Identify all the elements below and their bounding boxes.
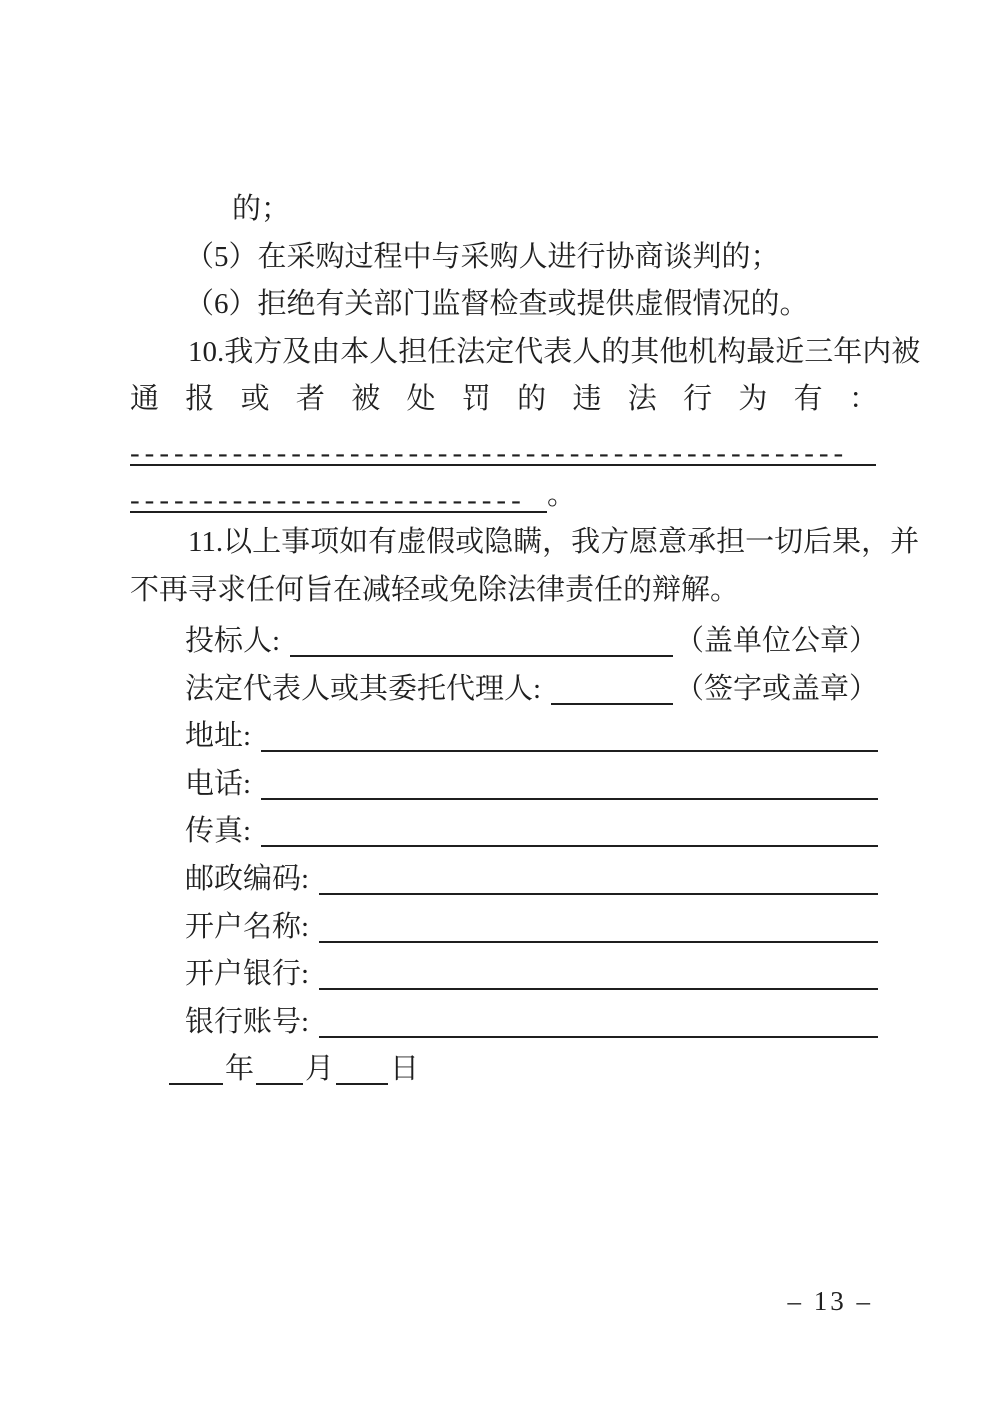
fax-row xyxy=(185,805,878,853)
document-body xyxy=(130,186,921,1090)
blank-fill-dashes-1: ------------------------------------------------- xyxy=(130,438,876,466)
bidder-row xyxy=(185,614,878,662)
postal-code-fill-line xyxy=(319,861,878,895)
date-row xyxy=(167,1043,878,1091)
bank-fill-line xyxy=(319,956,878,990)
address-label: 地址: xyxy=(185,720,252,753)
bank-account-fill-line xyxy=(319,1004,878,1038)
account-name-row xyxy=(185,900,878,948)
year-fill-line xyxy=(169,1051,223,1085)
address-row xyxy=(185,710,878,758)
legal-rep-label: 法定代表人或其委托代理人: xyxy=(185,672,542,705)
bank-label: 开户银行: xyxy=(185,958,310,991)
clause-5: （5）在采购过程中与采购人进行协商谈判的； xyxy=(185,240,780,273)
blank-fill-dashes-2: --------------------------- xyxy=(130,485,547,513)
phone-label: 电话: xyxy=(185,767,252,800)
legal-rep-fill-line xyxy=(551,671,673,705)
bidder-fill-line xyxy=(290,623,673,657)
postal-code-row xyxy=(185,852,878,900)
blank-fill-period: 。 xyxy=(547,478,577,511)
clause-6: （6）拒绝有关部门监督检查或提供虚假情况的。 xyxy=(185,288,809,321)
page-number: – 13 – xyxy=(787,1286,873,1316)
account-name-fill-line xyxy=(319,909,878,943)
address-fill-line xyxy=(261,718,878,752)
dangling-sentence-end: 的； xyxy=(232,193,291,225)
month-fill-line xyxy=(256,1051,303,1085)
legal-rep-sign-note: （签字或盖章） xyxy=(674,672,878,705)
bidder-label: 投标人: xyxy=(185,624,281,657)
blank-fill-line-1 xyxy=(130,424,878,472)
bank-account-label: 银行账号: xyxy=(185,1005,310,1038)
postal-code-label: 邮政编码: xyxy=(185,862,310,895)
fax-fill-line xyxy=(261,813,878,847)
phone-fill-line xyxy=(261,766,878,800)
clause-11-line-1: 11.以上事项如有虚假或隐瞒，我方愿意承担一切后果，并 xyxy=(188,526,920,559)
bank-account-row xyxy=(185,995,878,1043)
fax-label: 传真: xyxy=(185,815,252,848)
day-label: 日 xyxy=(390,1053,420,1086)
year-label: 年 xyxy=(225,1053,255,1086)
clause-10-line-1: 10.我方及由本人担任法定代表人的其他机构最近三年内被 xyxy=(188,335,921,368)
day-fill-line xyxy=(336,1051,388,1085)
legal-rep-row xyxy=(185,662,878,710)
month-label: 月 xyxy=(305,1053,335,1086)
bidder-seal-note: （盖单位公章） xyxy=(674,624,878,657)
bank-row xyxy=(185,948,878,996)
account-name-label: 开户名称: xyxy=(185,910,310,943)
phone-row xyxy=(185,757,878,805)
clause-10-line-2: 通报或者被处罚的违法行为有： xyxy=(130,383,878,416)
clause-11-line-2: 不再寻求任何旨在减轻或免除法律责任的辩解。 xyxy=(130,573,740,606)
blank-fill-line-2 xyxy=(130,472,878,520)
